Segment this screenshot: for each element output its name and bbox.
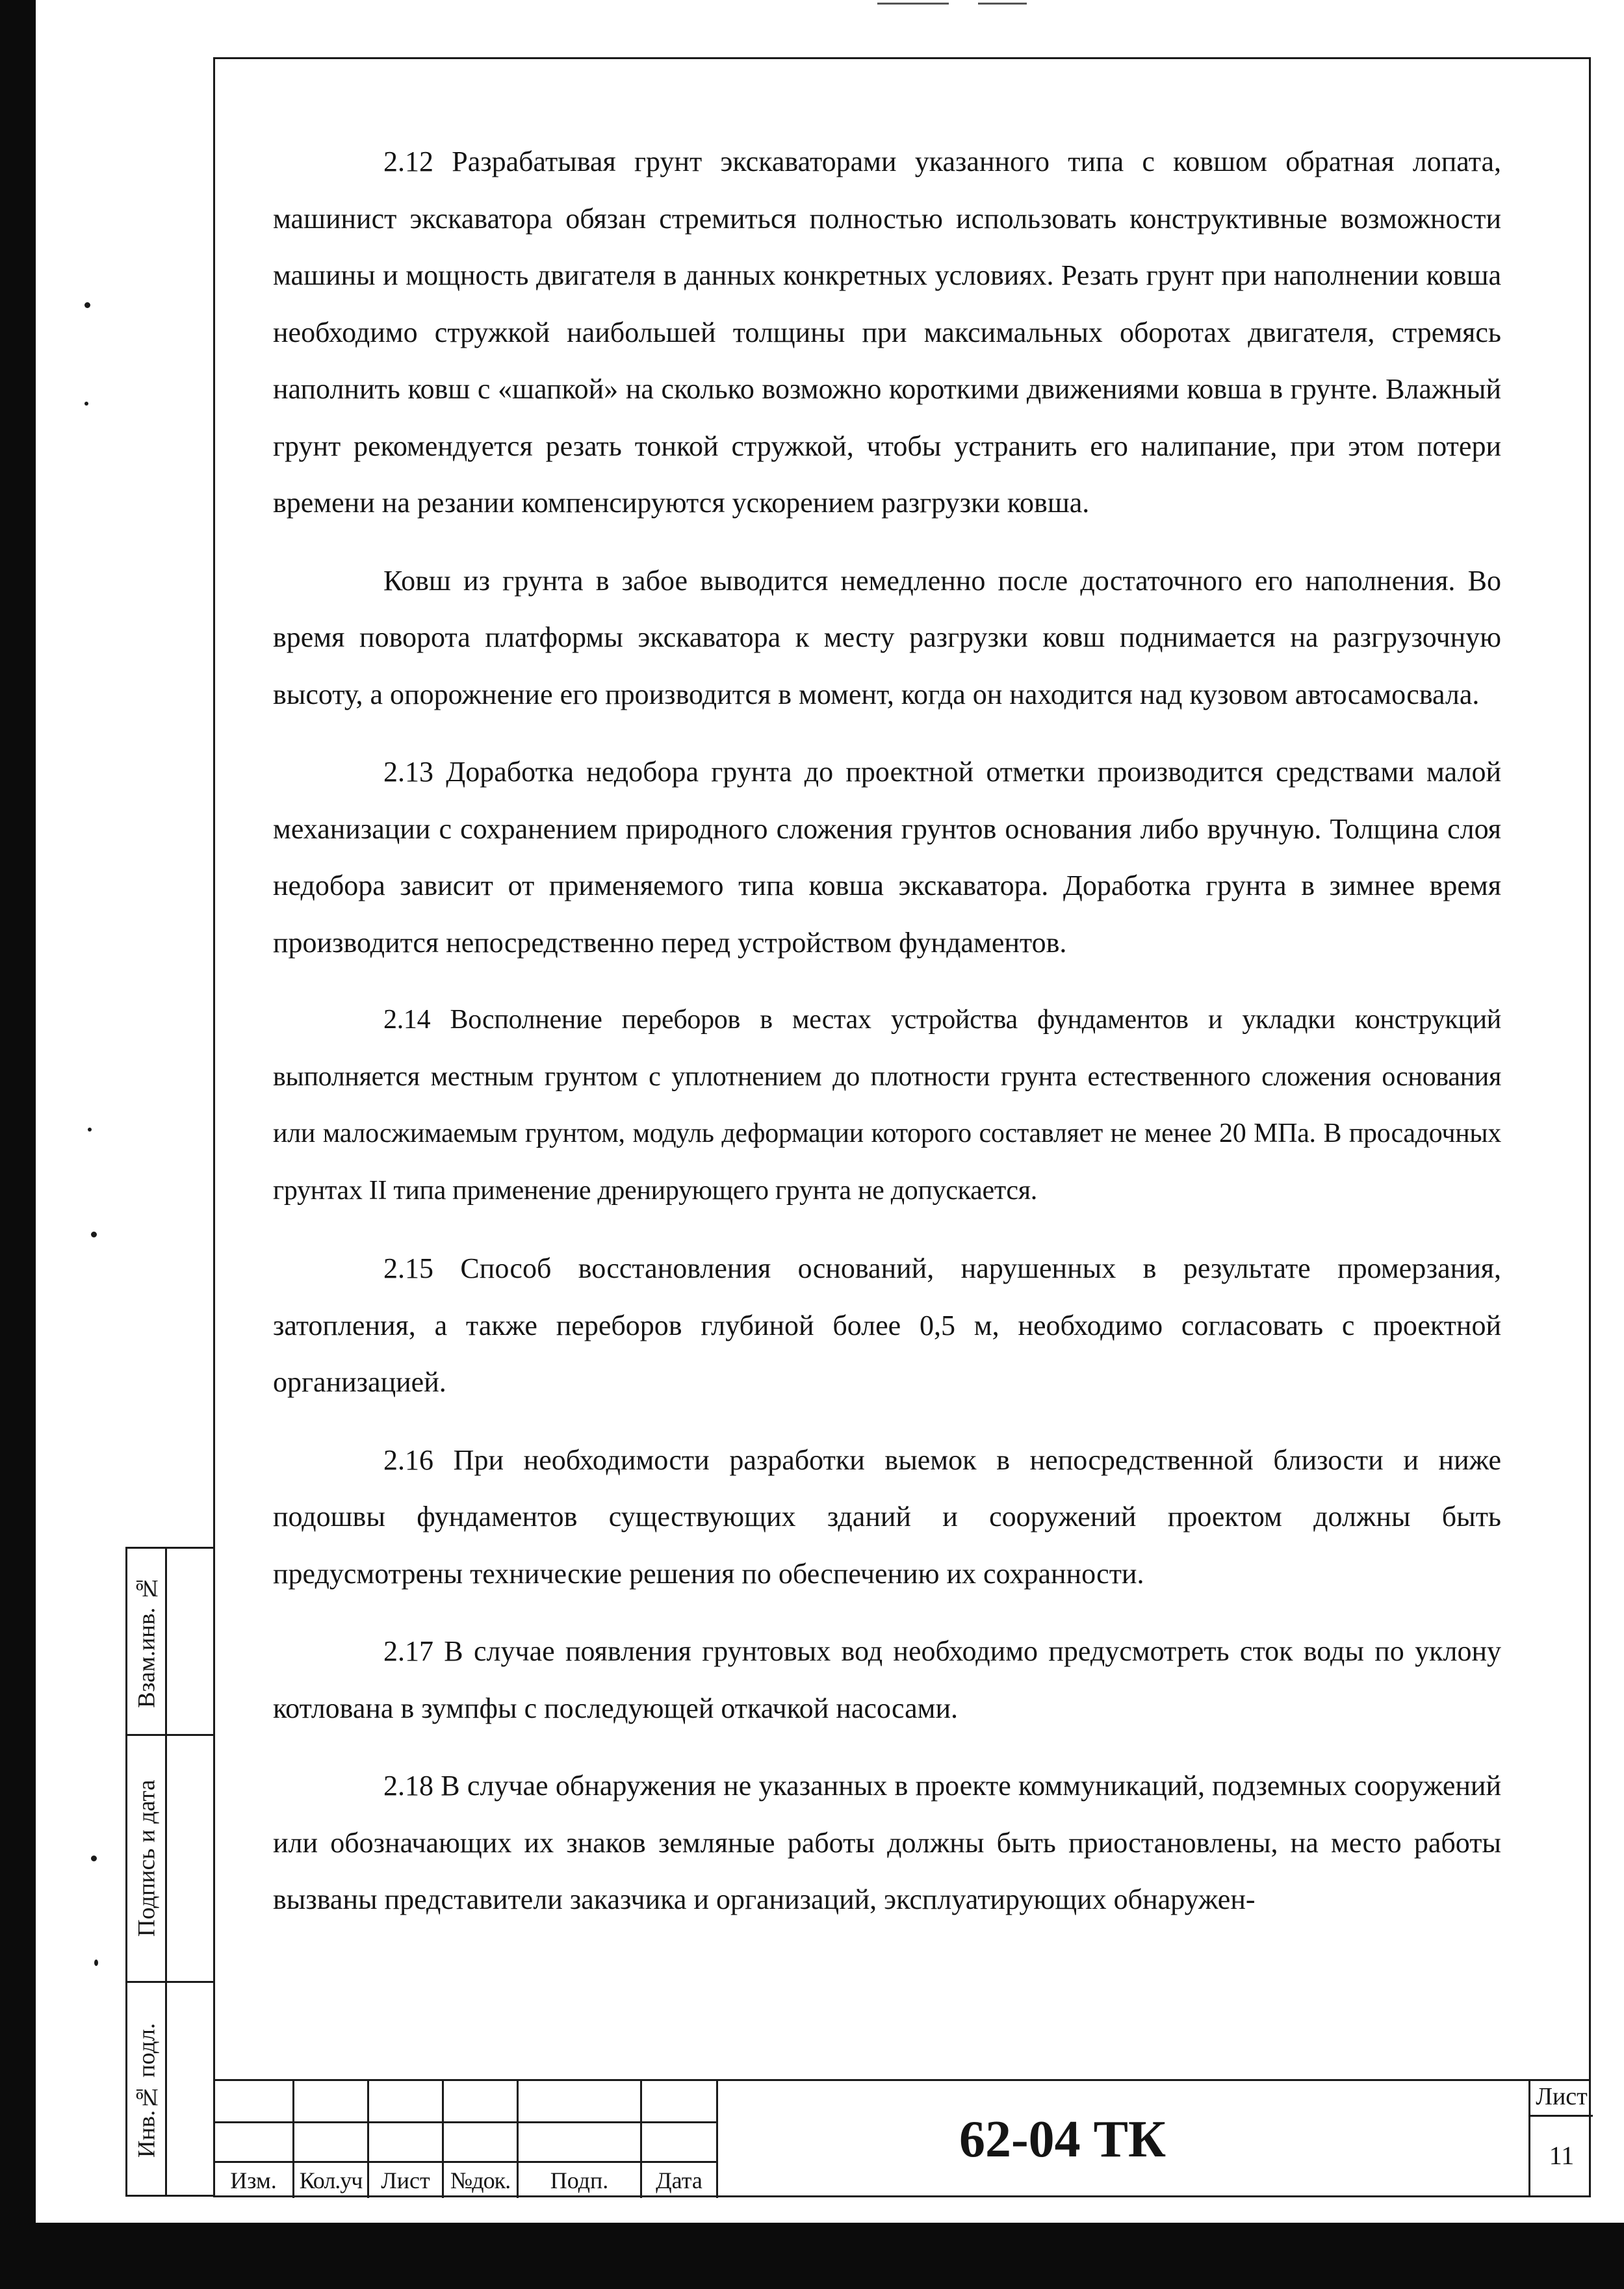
- scan-speck: [91, 1232, 97, 1237]
- revision-table-line: [214, 2121, 718, 2123]
- scan-speck: [91, 1856, 97, 1861]
- col-podp: Подп.: [550, 2167, 609, 2193]
- paragraph-2-13: 2.13 Доработка недобора грунта до проектной отметки производится средствами малой механизации с сохранением природного сложения грунтов основания либо вручную. Толщина слоя недобора зависит от применяемого типа ковша экскаватора. Доработка грунта в зимнее время производится непосредственно перед устройством фундаментов.: [273, 756, 1501, 959]
- col-kol-uch: Кол.уч: [299, 2167, 363, 2193]
- podpis-data-label: Подпись и дата: [133, 1779, 161, 1937]
- scan-speck: [88, 1128, 92, 1132]
- paragraph-2-12-continued: Ковш из грунта в забое выводится немедленно после достаточного его наполнения. Во время поворота платформы экскаватора к месту разгрузки ковш поднимается на разгрузочную высоту, а опорожнение его производится в момент, когда он находится над кузовом автосамосвала.: [273, 564, 1501, 710]
- col-data: Дата: [656, 2167, 702, 2193]
- strip-divider: [165, 1549, 167, 2195]
- document-body: [273, 133, 1501, 1928]
- sheet-number-box: [1528, 2079, 1593, 2197]
- sheet-label: Лист: [1536, 2083, 1588, 2110]
- scan-speck: [94, 1959, 98, 1966]
- title-block: [214, 2079, 1589, 2198]
- scan-border-bottom: [0, 2223, 1624, 2289]
- col-list: Лист: [381, 2167, 430, 2193]
- sheet-number: 11: [1549, 2141, 1575, 2170]
- scan-mark: [978, 3, 1027, 5]
- paragraph-2-15: 2.15 Способ восстановления оснований, нарушенных в результате промерзания, затопления, а также переборов глубиной более 0,5 м, необходимо согласовать с проектной организацией.: [273, 1252, 1501, 1398]
- scan-border-left: [0, 0, 36, 2289]
- paragraph-2-12: 2.12 Разрабатывая грунт экскаваторами указанного типа с ковшом обратная лопата, машинист экскаватора обязан стремиться полностью использовать конструктивные возможности машины и мощность двигателя в данных конкретных условиях. Резать грунт при наполнении ковша необходимо стружкой наибольшей толщины при максимальных оборотах двигателя, стремясь наполнить ковш с «шапкой» на сколько возможно короткими движениями ковша в грунте. Влажный грунт рекомендуется резать тонкой стружкой, чтобы устранить его налипание, при этом потери времени на резании компенсируются ускорением разгрузки ковша.: [273, 146, 1501, 519]
- revision-table-line: [214, 2161, 718, 2163]
- document-code: 62-04 ТК: [959, 2111, 1166, 2168]
- left-stamp-strip: [125, 1547, 213, 2197]
- scan-speck: [84, 402, 88, 406]
- paragraph-2-16: 2.16 При необходимости разработки выемок в непосредственной близости и ниже подошвы фундаментов существующих зданий и сооружений проектом должны быть предусмотрены технические решения по обеспечению их сохранности.: [273, 1443, 1501, 1590]
- paragraph-2-14: 2.14 Восполнение переборов в местах устройства фундаментов и укладки конструкций выполняется местным грунтом с уплотнением до плотности грунта естественного сложения основания или малосжимаемым грунтом, модуль деформации которого составляет не менее 20 МПа. В просадочных грунтах II типа применение дренирующего грунта не допускается.: [273, 1005, 1501, 1206]
- inv-podl-label: Инв.№ подл.: [133, 2023, 161, 2158]
- scan-mark: [877, 3, 949, 5]
- paragraph-2-17: 2.17 В случае появления грунтовых вод необходимо предусмотреть сток воды по уклону котлована в зумпфы с последующей откачкой насосами.: [273, 1635, 1501, 1724]
- col-izm: Изм.: [230, 2167, 277, 2193]
- paragraph-2-18: 2.18 В случае обнаружения не указанных в проекте коммуникаций, подземных сооружений или обозначающих их знаков земляные работы должны быть приостановлены, на место работы вызваны представители заказчика и организаций, эксплуатирующих обнаружен-: [273, 1770, 1501, 1915]
- revision-table: [214, 2081, 718, 2198]
- scan-speck: [84, 302, 90, 308]
- vzam-inv-label: Взам.инв. №: [133, 1575, 161, 1708]
- col-n-dok: №док.: [450, 2167, 511, 2193]
